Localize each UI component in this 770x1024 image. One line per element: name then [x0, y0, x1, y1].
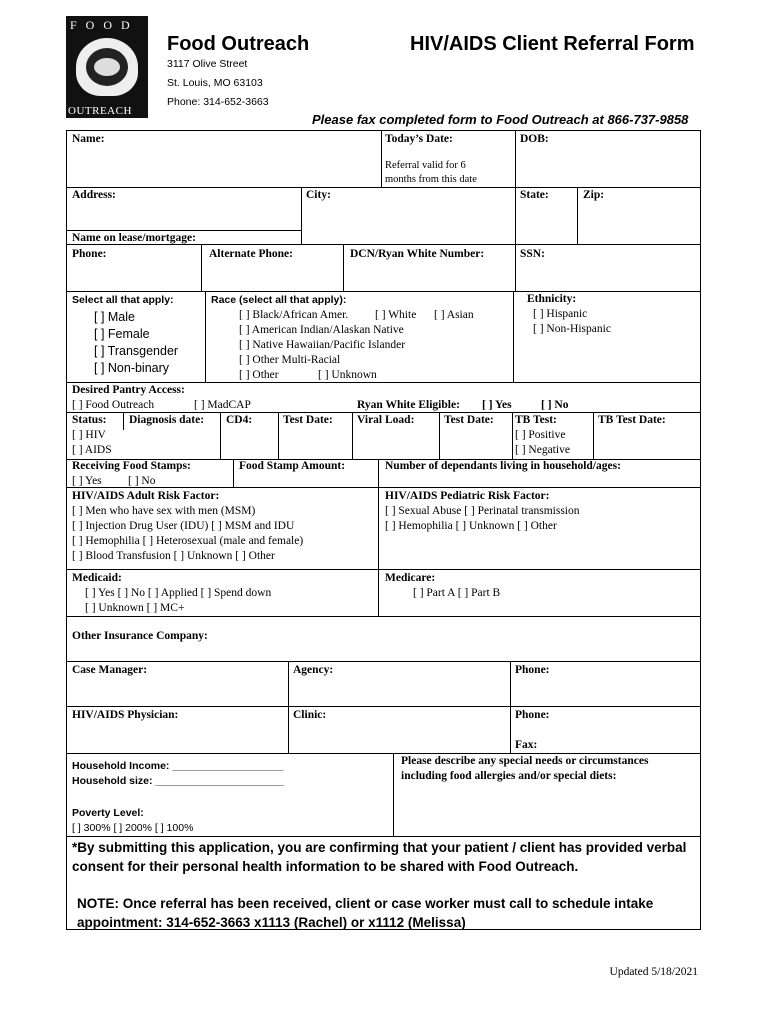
- physician-fax-label: Fax:: [515, 739, 538, 751]
- street: 3117 Olive Street: [167, 58, 248, 70]
- physician-phone-label: Phone:: [515, 709, 550, 721]
- gender-female-checkbox[interactable]: [ ] Female: [94, 327, 150, 341]
- ethnicity-nonhispanic-checkbox[interactable]: [ ] Non-Hispanic: [533, 323, 611, 335]
- food-stamp-amount-label: Food Stamp Amount:: [239, 460, 346, 472]
- household-size-field[interactable]: Household size: ______________________: [72, 775, 284, 787]
- consent-line-2: consent for their personal health information to be shared with Food Outreach.: [72, 859, 579, 874]
- race-black-checkbox[interactable]: [ ] Black/African Amer.: [239, 309, 349, 321]
- adult-risk-line-2[interactable]: [ ] Injection Drug User (IDU) [ ] MSM and IDU: [72, 520, 295, 532]
- city-label: City:: [306, 189, 331, 201]
- food-stamps-no-checkbox[interactable]: [ ] No: [128, 475, 156, 487]
- adult-risk-line-3[interactable]: [ ] Hemophilia [ ] Heterosexual (male and female): [72, 535, 304, 547]
- household-income-field[interactable]: Household Income: ___________________: [72, 760, 284, 772]
- race-label: Race (select all that apply):: [211, 294, 347, 306]
- name-label: Name:: [72, 133, 105, 145]
- race-asian-checkbox[interactable]: [ ] Asian: [434, 309, 474, 321]
- clinic-label: Clinic:: [293, 709, 327, 721]
- lease-name-label: Name on lease/mortgage:: [72, 232, 196, 244]
- status-hiv-checkbox[interactable]: [ ] HIV: [72, 429, 106, 441]
- org-phone: Phone: 314-652-3663: [167, 96, 269, 108]
- zip-label: Zip:: [583, 189, 605, 201]
- adult-risk-line-1[interactable]: [ ] Men who have sex with men (MSM): [72, 505, 256, 517]
- dependants-label: Number of dependants living in household/ages:: [385, 460, 621, 472]
- adult-risk-label: HIV/AIDS Adult Risk Factor:: [72, 490, 220, 502]
- dcn-label: DCN/Ryan White Number:: [350, 248, 485, 260]
- note-line-2: appointment: 314-652-3663 x1113 (Rachel) or x1112 (Melissa): [77, 915, 466, 930]
- viral-load-label: Viral Load:: [357, 414, 415, 426]
- ssn-label: SSN:: [520, 248, 545, 260]
- status-label: Status:: [72, 414, 107, 426]
- consent-line-1: *By submitting this application, you are confirming that your patient / client has provided verbal: [72, 840, 687, 855]
- poverty-level-label: Poverty Level:: [72, 807, 144, 819]
- pediatric-risk-line-2[interactable]: [ ] Hemophilia [ ] Unknown [ ] Other: [385, 520, 557, 532]
- phone-label: Phone:: [72, 248, 107, 260]
- food-outreach-logo: [66, 16, 148, 118]
- case-manager-label: Case Manager:: [72, 664, 148, 676]
- form-title: HIV/AIDS Client Referral Form: [410, 33, 695, 55]
- gender-nonbinary-checkbox[interactable]: [ ] Non-binary: [94, 361, 170, 375]
- cd4-label: CD4:: [226, 414, 253, 426]
- state-label: State:: [520, 189, 549, 201]
- address-label: Address:: [72, 189, 116, 201]
- todays-date-label: Today’s Date:: [385, 133, 453, 145]
- pantry-food-outreach-checkbox[interactable]: [ ] Food Outreach: [72, 399, 155, 411]
- pantry-madcap-checkbox[interactable]: [ ] MadCAP: [194, 399, 251, 411]
- food-stamps-yes-checkbox[interactable]: [ ] Yes: [72, 475, 102, 487]
- medicare-label: Medicare:: [385, 572, 436, 584]
- pantry-access-label: Desired Pantry Access:: [72, 384, 185, 396]
- agency-label: Agency:: [293, 664, 334, 676]
- ryan-white-yes-checkbox[interactable]: [ ] Yes: [482, 399, 512, 411]
- viral-test-date-label: Test Date:: [444, 414, 494, 426]
- referral-valid-note-2: months from this date: [385, 174, 477, 185]
- ryan-white-no-checkbox[interactable]: [ ] No: [541, 399, 569, 411]
- tb-test-date-label: TB Test Date:: [598, 414, 666, 426]
- dob-label: DOB:: [520, 133, 549, 145]
- race-american-indian-checkbox[interactable]: [ ] American Indian/Alaskan Native: [239, 324, 404, 336]
- logo-bowl-center: [94, 58, 120, 76]
- race-multiracial-checkbox[interactable]: [ ] Other Multi-Racial: [239, 354, 341, 366]
- updated-date: Updated 5/18/2021: [609, 966, 698, 978]
- logo-bottom-text: OUTREACH: [68, 105, 132, 117]
- special-needs-label-1: Please describe any special needs or circumstances: [401, 755, 649, 767]
- pediatric-risk-label: HIV/AIDS Pediatric Risk Factor:: [385, 490, 550, 502]
- diagnosis-date-label: Diagnosis date:: [129, 414, 205, 426]
- referral-valid-note-1: Referral valid for 6: [385, 160, 466, 171]
- org-address: [167, 55, 269, 112]
- medicaid-options-1[interactable]: [ ] Yes [ ] No [ ] Applied [ ] Spend down: [85, 587, 272, 599]
- tb-test-label: TB Test:: [515, 414, 557, 426]
- alternate-phone-label: Alternate Phone:: [209, 248, 293, 260]
- status-aids-checkbox[interactable]: [ ] AIDS: [72, 444, 112, 456]
- org-name: Food Outreach: [167, 33, 310, 55]
- tb-positive-checkbox[interactable]: [ ] Positive: [515, 429, 566, 441]
- fax-instruction: Please fax completed form to Food Outreach at 866-737-9858: [312, 112, 689, 127]
- ethnicity-hispanic-checkbox[interactable]: [ ] Hispanic: [533, 308, 588, 320]
- city-state: St. Louis, MO 63103: [167, 77, 263, 89]
- adult-risk-line-4[interactable]: [ ] Blood Transfusion [ ] Unknown [ ] Other: [72, 550, 275, 562]
- food-stamps-label: Receiving Food Stamps:: [72, 460, 191, 472]
- case-manager-phone-label: Phone:: [515, 664, 550, 676]
- ethnicity-label: Ethnicity:: [527, 293, 577, 305]
- note-line-1: NOTE: Once referral has been received, client or case worker must call to schedule intake: [77, 896, 654, 911]
- gender-male-checkbox[interactable]: [ ] Male: [94, 310, 135, 324]
- race-pacific-islander-checkbox[interactable]: [ ] Native Hawaiian/Pacific Islander: [239, 339, 406, 351]
- other-insurance-label: Other Insurance Company:: [72, 630, 208, 642]
- logo-top-text: FOOD: [70, 18, 139, 32]
- pediatric-risk-line-1[interactable]: [ ] Sexual Abuse [ ] Perinatal transmission: [385, 505, 580, 517]
- poverty-level-options[interactable]: [ ] 300% [ ] 200% [ ] 100%: [72, 822, 194, 834]
- race-unknown-checkbox[interactable]: [ ] Unknown: [318, 369, 377, 381]
- gender-transgender-checkbox[interactable]: [ ] Transgender: [94, 344, 179, 358]
- tb-negative-checkbox[interactable]: [ ] Negative: [515, 444, 570, 456]
- medicare-options[interactable]: [ ] Part A [ ] Part B: [413, 587, 501, 599]
- cd4-test-date-label: Test Date:: [283, 414, 333, 426]
- ryan-white-label: Ryan White Eligible:: [357, 399, 460, 411]
- race-other-checkbox[interactable]: [ ] Other: [239, 369, 279, 381]
- special-needs-label-2: including food allergies and/or special diets:: [401, 770, 617, 782]
- medicaid-label: Medicaid:: [72, 572, 122, 584]
- physician-label: HIV/AIDS Physician:: [72, 709, 179, 721]
- gender-label: Select all that apply:: [72, 294, 174, 306]
- medicaid-options-2[interactable]: [ ] Unknown [ ] MC+: [85, 602, 185, 614]
- race-white-checkbox[interactable]: [ ] White: [375, 309, 417, 321]
